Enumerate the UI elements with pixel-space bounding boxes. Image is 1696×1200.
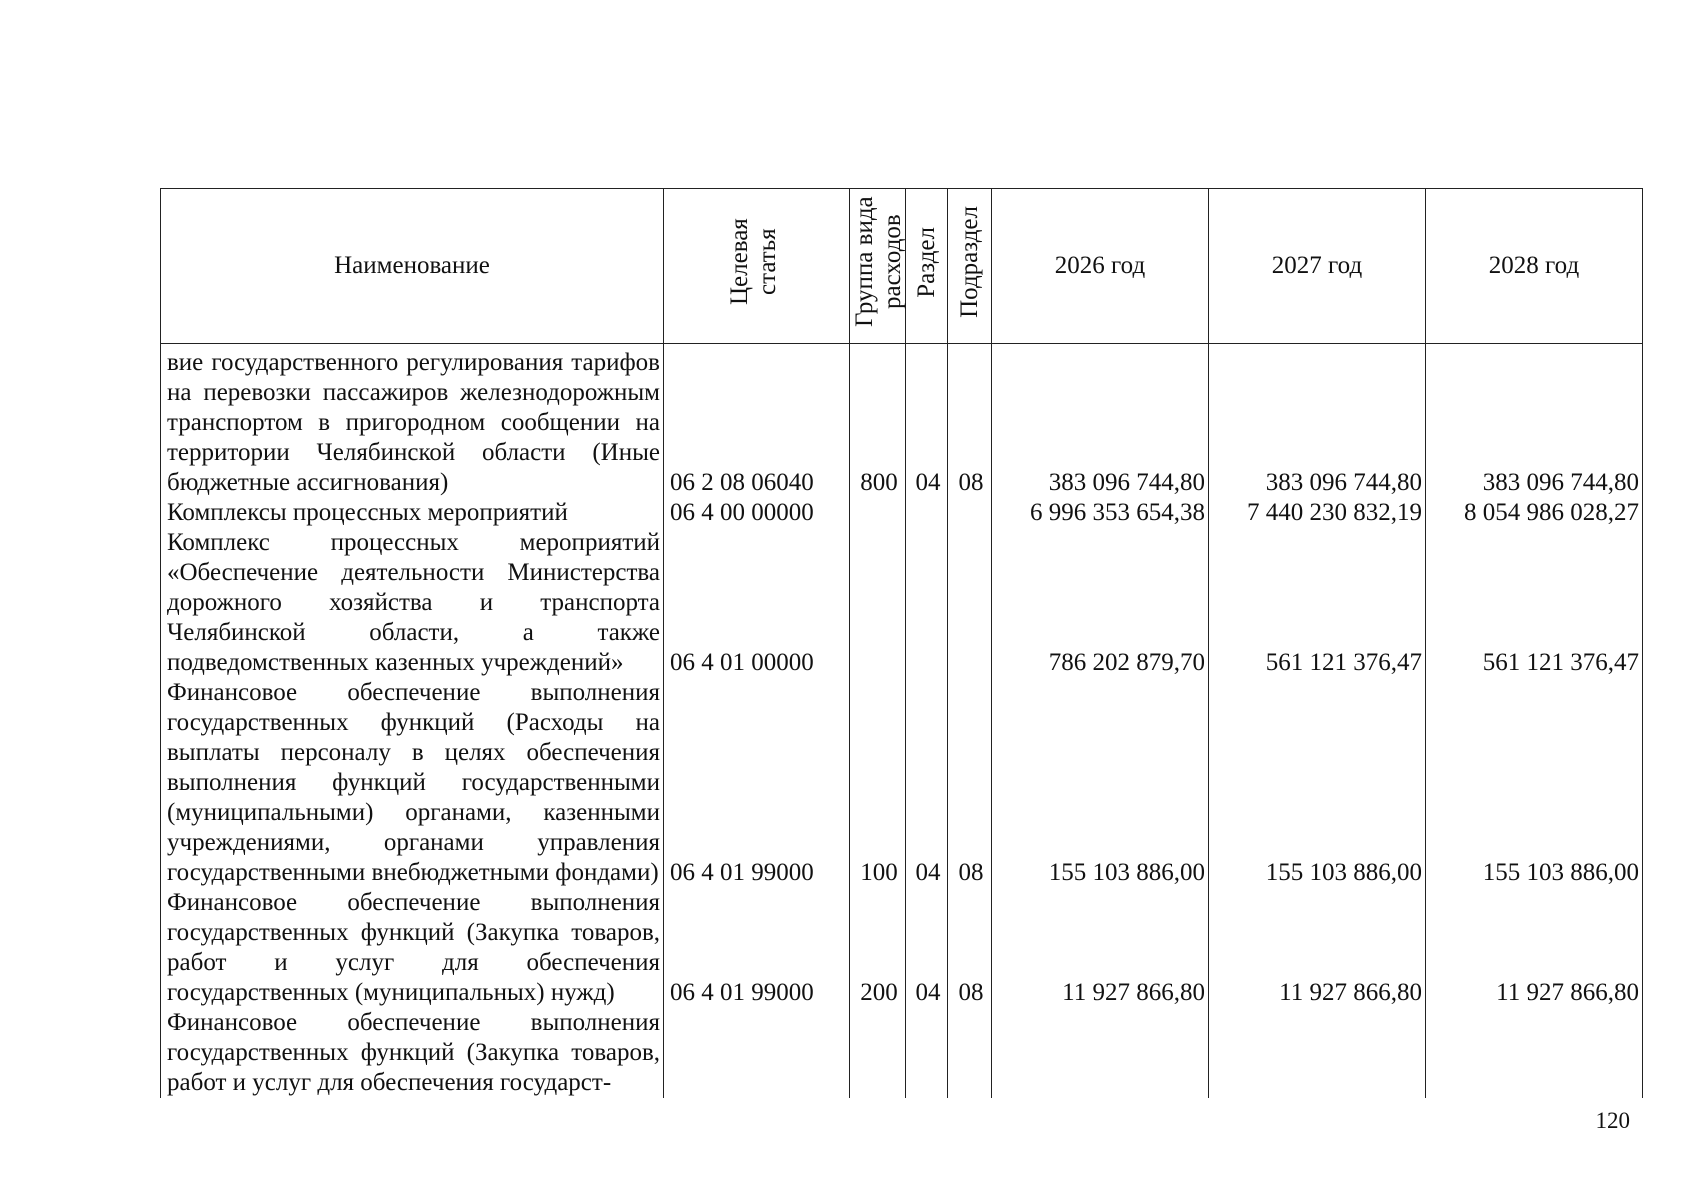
- row-section: [906, 1008, 948, 1098]
- header-subsection: Подраздел: [948, 189, 992, 344]
- row-name: Финансовое обеспечение выполнения государственных функций (Расходы на выплаты персоналу в целях обеспечения выполнения функций государственными (муниципальными) органами, казенными учреждениями, органами управления государственными внебюджетными фондами): [161, 678, 664, 888]
- row-amount-2028: 155 103 886,00: [1426, 678, 1643, 888]
- row-name: Финансовое обеспечение выполнения государственных функций (Закупка товаров, работ и услуг для обеспечения государственных (муниципальных) нужд): [161, 888, 664, 1008]
- header-year-2027: 2027 год: [1209, 189, 1426, 344]
- row-subsection: [948, 528, 992, 678]
- header-year-2028: 2028 год: [1426, 189, 1643, 344]
- budget-table: [160, 188, 1643, 1098]
- row-expense-group: 100: [850, 678, 906, 888]
- row-amount-2028: 561 121 376,47: [1426, 528, 1643, 678]
- row-section: [906, 528, 948, 678]
- row-expense-group: 200: [850, 888, 906, 1008]
- row-amount-2028: 383 096 744,80: [1426, 344, 1643, 499]
- row-subsection: 08: [948, 888, 992, 1008]
- header-year-2026: 2026 год: [992, 189, 1209, 344]
- header-name: Наименование: [161, 189, 664, 344]
- header-expense-group: Группа вида расходов: [850, 189, 906, 344]
- row-amount-2026: 6 996 353 654,38: [992, 498, 1209, 528]
- table-row: [161, 344, 1643, 499]
- row-subsection: 08: [948, 344, 992, 499]
- row-amount-2027: 383 096 744,80: [1209, 344, 1426, 499]
- row-amount-2026: 383 096 744,80: [992, 344, 1209, 499]
- row-section: 04: [906, 888, 948, 1008]
- row-name: Комплекс процессных мероприятий «Обеспечение деятельности Министерства дорожного хозяйства и транспорта Челябинской области, а также подведомственных казенных учреждений»: [161, 528, 664, 678]
- row-expense-group: [850, 498, 906, 528]
- row-amount-2026: [992, 1008, 1209, 1098]
- row-name: вие государственного регулирования тарифов на перевозки пассажиров железнодорожным транспортом в пригородном сообщении на территории Челябинской области (Иные бюджетные ассигнования): [161, 344, 664, 499]
- row-subsection: [948, 498, 992, 528]
- row-amount-2027: 561 121 376,47: [1209, 528, 1426, 678]
- row-name: Комплексы процессных мероприятий: [161, 498, 664, 528]
- row-target-code: 06 4 00 00000: [664, 498, 850, 528]
- row-subsection: 08: [948, 678, 992, 888]
- row-section: 04: [906, 678, 948, 888]
- table-header-row: [161, 189, 1643, 344]
- table-row: [161, 678, 1643, 888]
- table-row: [161, 888, 1643, 1008]
- row-amount-2027: [1209, 1008, 1426, 1098]
- row-subsection: [948, 1008, 992, 1098]
- row-expense-group: [850, 1008, 906, 1098]
- row-amount-2027: 11 927 866,80: [1209, 888, 1426, 1008]
- row-amount-2027: 7 440 230 832,19: [1209, 498, 1426, 528]
- row-target-code: [664, 1008, 850, 1098]
- row-amount-2026: 786 202 879,70: [992, 528, 1209, 678]
- row-amount-2028: 8 054 986 028,27: [1426, 498, 1643, 528]
- table-row: [161, 528, 1643, 678]
- row-amount-2026: 11 927 866,80: [992, 888, 1209, 1008]
- header-section: Раздел: [906, 189, 948, 344]
- row-name: Финансовое обеспечение выполнения государственных функций (Закупка товаров, работ и услуг для обеспечения государст-: [161, 1008, 664, 1098]
- row-amount-2028: 11 927 866,80: [1426, 888, 1643, 1008]
- table-row: [161, 498, 1643, 528]
- row-target-code: 06 4 01 99000: [664, 888, 850, 1008]
- row-section: [906, 498, 948, 528]
- row-expense-group: [850, 528, 906, 678]
- page-number: 120: [1595, 1108, 1630, 1133]
- row-target-code: 06 2 08 06040: [664, 344, 850, 499]
- row-amount-2028: [1426, 1008, 1643, 1098]
- row-target-code: 06 4 01 99000: [664, 678, 850, 888]
- row-amount-2026: 155 103 886,00: [992, 678, 1209, 888]
- table-row: [161, 1008, 1643, 1098]
- row-target-code: 06 4 01 00000: [664, 528, 850, 678]
- row-section: 04: [906, 344, 948, 499]
- row-amount-2027: 155 103 886,00: [1209, 678, 1426, 888]
- header-target-article: Целевая статья: [664, 189, 850, 344]
- row-expense-group: 800: [850, 344, 906, 499]
